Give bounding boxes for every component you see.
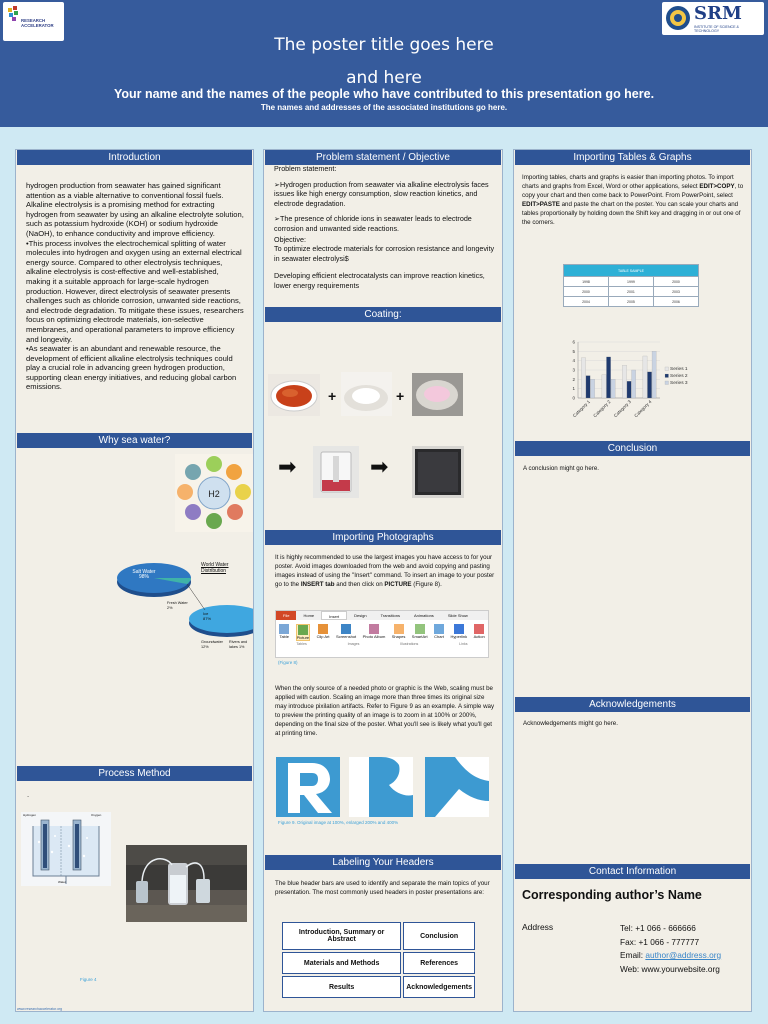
- problem-text: Problem statement: ➢Hydrogen production from seawater via alkaline electrolysis faces issues like high energy consumption, slow reaction kinetics, and electrode degradation. ➢The presence of chloride ions in seawater leads to electrode corrosion and unwanted side reactions. Objective: To optimize electrode materials for corrosion resistance and longevity in seawater electrolysi$ Developing efficient electrocatalysts can improve reaction kinetics, lower energy requirements: [274, 164, 495, 290]
- pie-title: World Water Distribution: [201, 562, 229, 574]
- introduction-text: [26, 181, 244, 392]
- problem-bullet-2: The presence of chloride ions in seawater leads to electrode corrosion and unwanted side reactions.: [274, 214, 472, 233]
- water-distribution-diagram: Salt Water 98% World Water Distribution Fresh Water 2% Ice 87% Groundwater 12% Rivers and lakes 1%: [109, 560, 253, 652]
- figure8-caption: (Figure 8): [278, 660, 298, 665]
- r-image-400: [425, 757, 489, 817]
- arrow-icon-2: ➡: [370, 454, 389, 479]
- chart-bar: [611, 379, 615, 398]
- importing-tables-text: Importing tables, charts and graphs is easier than importing photos. To import charts and graphs from Excel, Word or other applications, select EDIT>COPY, to copy your chart and then come back to PowerPoint. From PowerPoint, select EDIT>PASTE and paste the chart on the poster. You can scale your charts and tables proportionally by holding down the Shift key and dragging in or out one of the corners.: [522, 174, 744, 226]
- scaling-text: When the only source of a needed photo or graphic is the Web, scaling must be applied with caution. Scaling an image more than three times its original size may introduce pixilation artifacts. Refer to Figure 9 as an example. A simple way to preview the printing quality of an image is to zoom in at 100% or 200%, depending on the final size of the poster. What you'll see is likely what you'll get at printing time.: [275, 685, 495, 737]
- chart-bar: [652, 351, 656, 398]
- ribbon-buttons: Table Picture Clip Art Screenshot Photo Album Shapes SmartArt Chart Hyperlink Action: [276, 620, 488, 641]
- sample-table: TABLE SAMPLE 1998 1999 2000 2000 2001 2003 2004 2005 2006: [563, 264, 699, 307]
- chart-bar: [632, 370, 636, 398]
- electrolysis-cell-diagram: Hydrogen Oxygen Water: [21, 812, 111, 886]
- y-tick-label: 6: [572, 339, 575, 345]
- y-tick-label: 3: [572, 367, 575, 373]
- legend-swatch: [665, 381, 669, 385]
- why-sea-water-header: Why sea water?: [17, 433, 252, 448]
- table-row: 2000 2001 2003: [564, 287, 699, 297]
- arrow-icon-1: ➡: [278, 454, 297, 479]
- contact-email-link[interactable]: author@address.org: [645, 950, 722, 960]
- ribbon-screenshot: [275, 610, 489, 658]
- chart-bar: [622, 365, 626, 398]
- figure9-caption: Figure 9. Original image at 100%, enlarged 200% and 400%: [278, 820, 399, 825]
- chart-bar: [591, 379, 595, 398]
- address-label: Address: [522, 922, 554, 932]
- sample-bar-chart: [560, 337, 700, 429]
- r-image-100: [276, 757, 340, 817]
- conclusion-header: Conclusion: [515, 441, 750, 456]
- table-row: Materials and Methods References: [282, 952, 475, 974]
- header-names-table: [280, 920, 477, 1000]
- table-row: Introduction, Summary or Abstract Conclusion: [282, 922, 475, 950]
- contact-fax: Fax: +1 066 - 777777: [620, 936, 700, 947]
- objective-label: Objective:: [274, 234, 306, 244]
- x-tick-label: Category 2: [592, 399, 612, 419]
- table-row: 2004 2005 2006: [564, 297, 699, 307]
- intro-paragraph-2: •This process involves the electrochemical splitting of water molecules into hydrogen and oxygen using an external electrical energy source. Compared to other electrolysis techniques, alkaline electrolysis is cost-effective and well-established, making it a suitable approach for large-scale hydrogen production. However, direct electrolysis of seawater presents challenges such as chloride corrosion, unwanted side reactions, and electrode degradation. To mitigate these issues, researchers focus on optimizing electrode materials, ion-selective membranes, and operational parameters to improve efficiency and longevity.: [26, 238, 244, 344]
- acknowledgements-text: Acknowledgements might go here.: [523, 720, 618, 727]
- intro-paragraph-1: hydrogen production from seawater has gained significant attention as a viable alternative to conventional fossil fuels. Alkaline electrolysis is a promising method for extracting hydrogen from seawater by using an alkaline electrolyte solution, such as potassium hydroxide (KOH) or sodium hydroxide (NaOH), to enhance conductivity and improve efficiency.: [26, 181, 244, 238]
- ribbon-tabs: File Home Insert Design Transitions Animations Slide Show: [276, 611, 488, 620]
- y-tick-label: 5: [572, 348, 575, 354]
- plus-sign-2: +: [396, 388, 405, 404]
- author-names: Your name and the names of the people who have contributed to this presentation go here.: [113, 87, 655, 101]
- srm-logo: SRM INSTITUTE OF SCIENCE & TECHNOLOGY: [662, 2, 764, 35]
- x-tick-label: Category 4: [633, 399, 653, 419]
- legend-swatch: [665, 367, 669, 371]
- problem-bullet-1: Hydrogen production from seawater via alkaline electrolysis faces issues like high energy consumption, slow reaction kinetics, and electrode degradation.: [274, 179, 489, 208]
- chart-bar: [602, 375, 606, 398]
- poster-title-line2: and here: [346, 68, 422, 88]
- importing-photos-text: It is highly recommended to use the largest images you have access to for your poster. Avoid images downloaded from the web and avoid copying and pasting images instead of using the "Insert" command. To insert an image to your poster go to the INSERT tab and then click on PICTURE (Figure 8).: [275, 554, 495, 588]
- chart-bar: [627, 381, 631, 398]
- introduction-header: Introduction: [17, 150, 252, 165]
- figure4-caption: Figure 4: [80, 977, 97, 982]
- poster-title-line1: The poster title goes here: [274, 35, 494, 55]
- legend-label: Series 2: [670, 374, 688, 379]
- research-accelerator-logo: RESEARCH ACCELERATOR: [3, 2, 64, 41]
- red-powder-photo: [268, 374, 320, 416]
- chart-bar: [586, 376, 590, 398]
- chart-bar: [643, 356, 647, 398]
- table-row: 1998 1999 2000: [564, 277, 699, 287]
- chart-bar: [606, 357, 610, 398]
- importing-tables-header: Importing Tables & Graphs: [515, 150, 750, 165]
- contact-details: Tel: +1 066 - 666666 Fax: +1 066 - 777777 Email: author@address.org Web: www.yourwebsite.org: [620, 922, 721, 976]
- intro-paragraph-3: •As seawater is an abundant and renewable resource, the development of efficient alkaline electrolysis techniques could play a crucial role in advancing green hydrogen production, supporting clean energy initiatives, and reducing global carbon emissions.: [26, 344, 237, 392]
- coating-header: Coating:: [265, 307, 501, 322]
- footer-url: www.researchaccelerator.org: [17, 1007, 63, 1011]
- acknowledgements-header: Acknowledgements: [515, 697, 750, 712]
- plus-sign-1: +: [328, 388, 337, 404]
- labeling-text: The blue header bars are used to identify and separate the main topics of your presentation. The most commonly used headers in poster presentations are:: [275, 880, 490, 896]
- x-tick-label: Category 3: [612, 399, 632, 419]
- problem-label: Problem statement:: [274, 164, 337, 173]
- conclusion-text: A conclusion might go here.: [523, 465, 600, 472]
- importing-photos-header: Importing Photographs: [265, 530, 501, 545]
- process-dot: .: [27, 790, 30, 799]
- legend-label: Series 1: [670, 367, 688, 372]
- beaker-photo: [313, 446, 359, 498]
- ribbon-groups: Tables Images Illustrations Links: [296, 642, 468, 646]
- objective-2: Developing efficient electrocatalysts can improve reaction kinetics, lower energy requirements: [274, 271, 485, 290]
- legend-label: Series 3: [670, 381, 688, 386]
- process-method-header: Process Method: [17, 766, 252, 781]
- y-tick-label: 2: [572, 376, 575, 382]
- objective-1: To optimize electrode materials for corrosion resistance and longevity in seawater electrolysi$: [274, 244, 495, 263]
- legend-swatch: [665, 374, 669, 378]
- wheel-center-label: H2: [208, 489, 220, 499]
- contact-web: Web: www.yourwebsite.org: [620, 963, 720, 974]
- labeling-header: Labeling Your Headers: [265, 855, 501, 870]
- white-powder-photo: [341, 372, 392, 416]
- institutions: The names and addresses of the associated institutions go here.: [260, 103, 508, 112]
- chart-bar: [581, 358, 585, 398]
- y-tick-label: 0: [572, 395, 575, 401]
- hydrogen-uses-diagram: [175, 454, 253, 532]
- contact-header: Contact Information: [515, 864, 750, 879]
- y-tick-label: 4: [572, 358, 575, 364]
- lab-setup-photo: [126, 845, 247, 922]
- author-name: Corresponding author’s Name: [522, 888, 702, 902]
- pink-powder-photo: [412, 373, 463, 416]
- electrode-photo: [412, 446, 464, 498]
- problem-header: Problem statement / Objective: [265, 150, 501, 165]
- x-tick-label: Category 1: [571, 399, 591, 419]
- chart-bar: [647, 372, 651, 398]
- contact-tel: Tel: +1 066 - 666666: [620, 923, 696, 933]
- y-tick-label: 1: [572, 386, 575, 392]
- r-image-200: [349, 757, 413, 817]
- table-row: Results Acknowledgements: [282, 976, 475, 998]
